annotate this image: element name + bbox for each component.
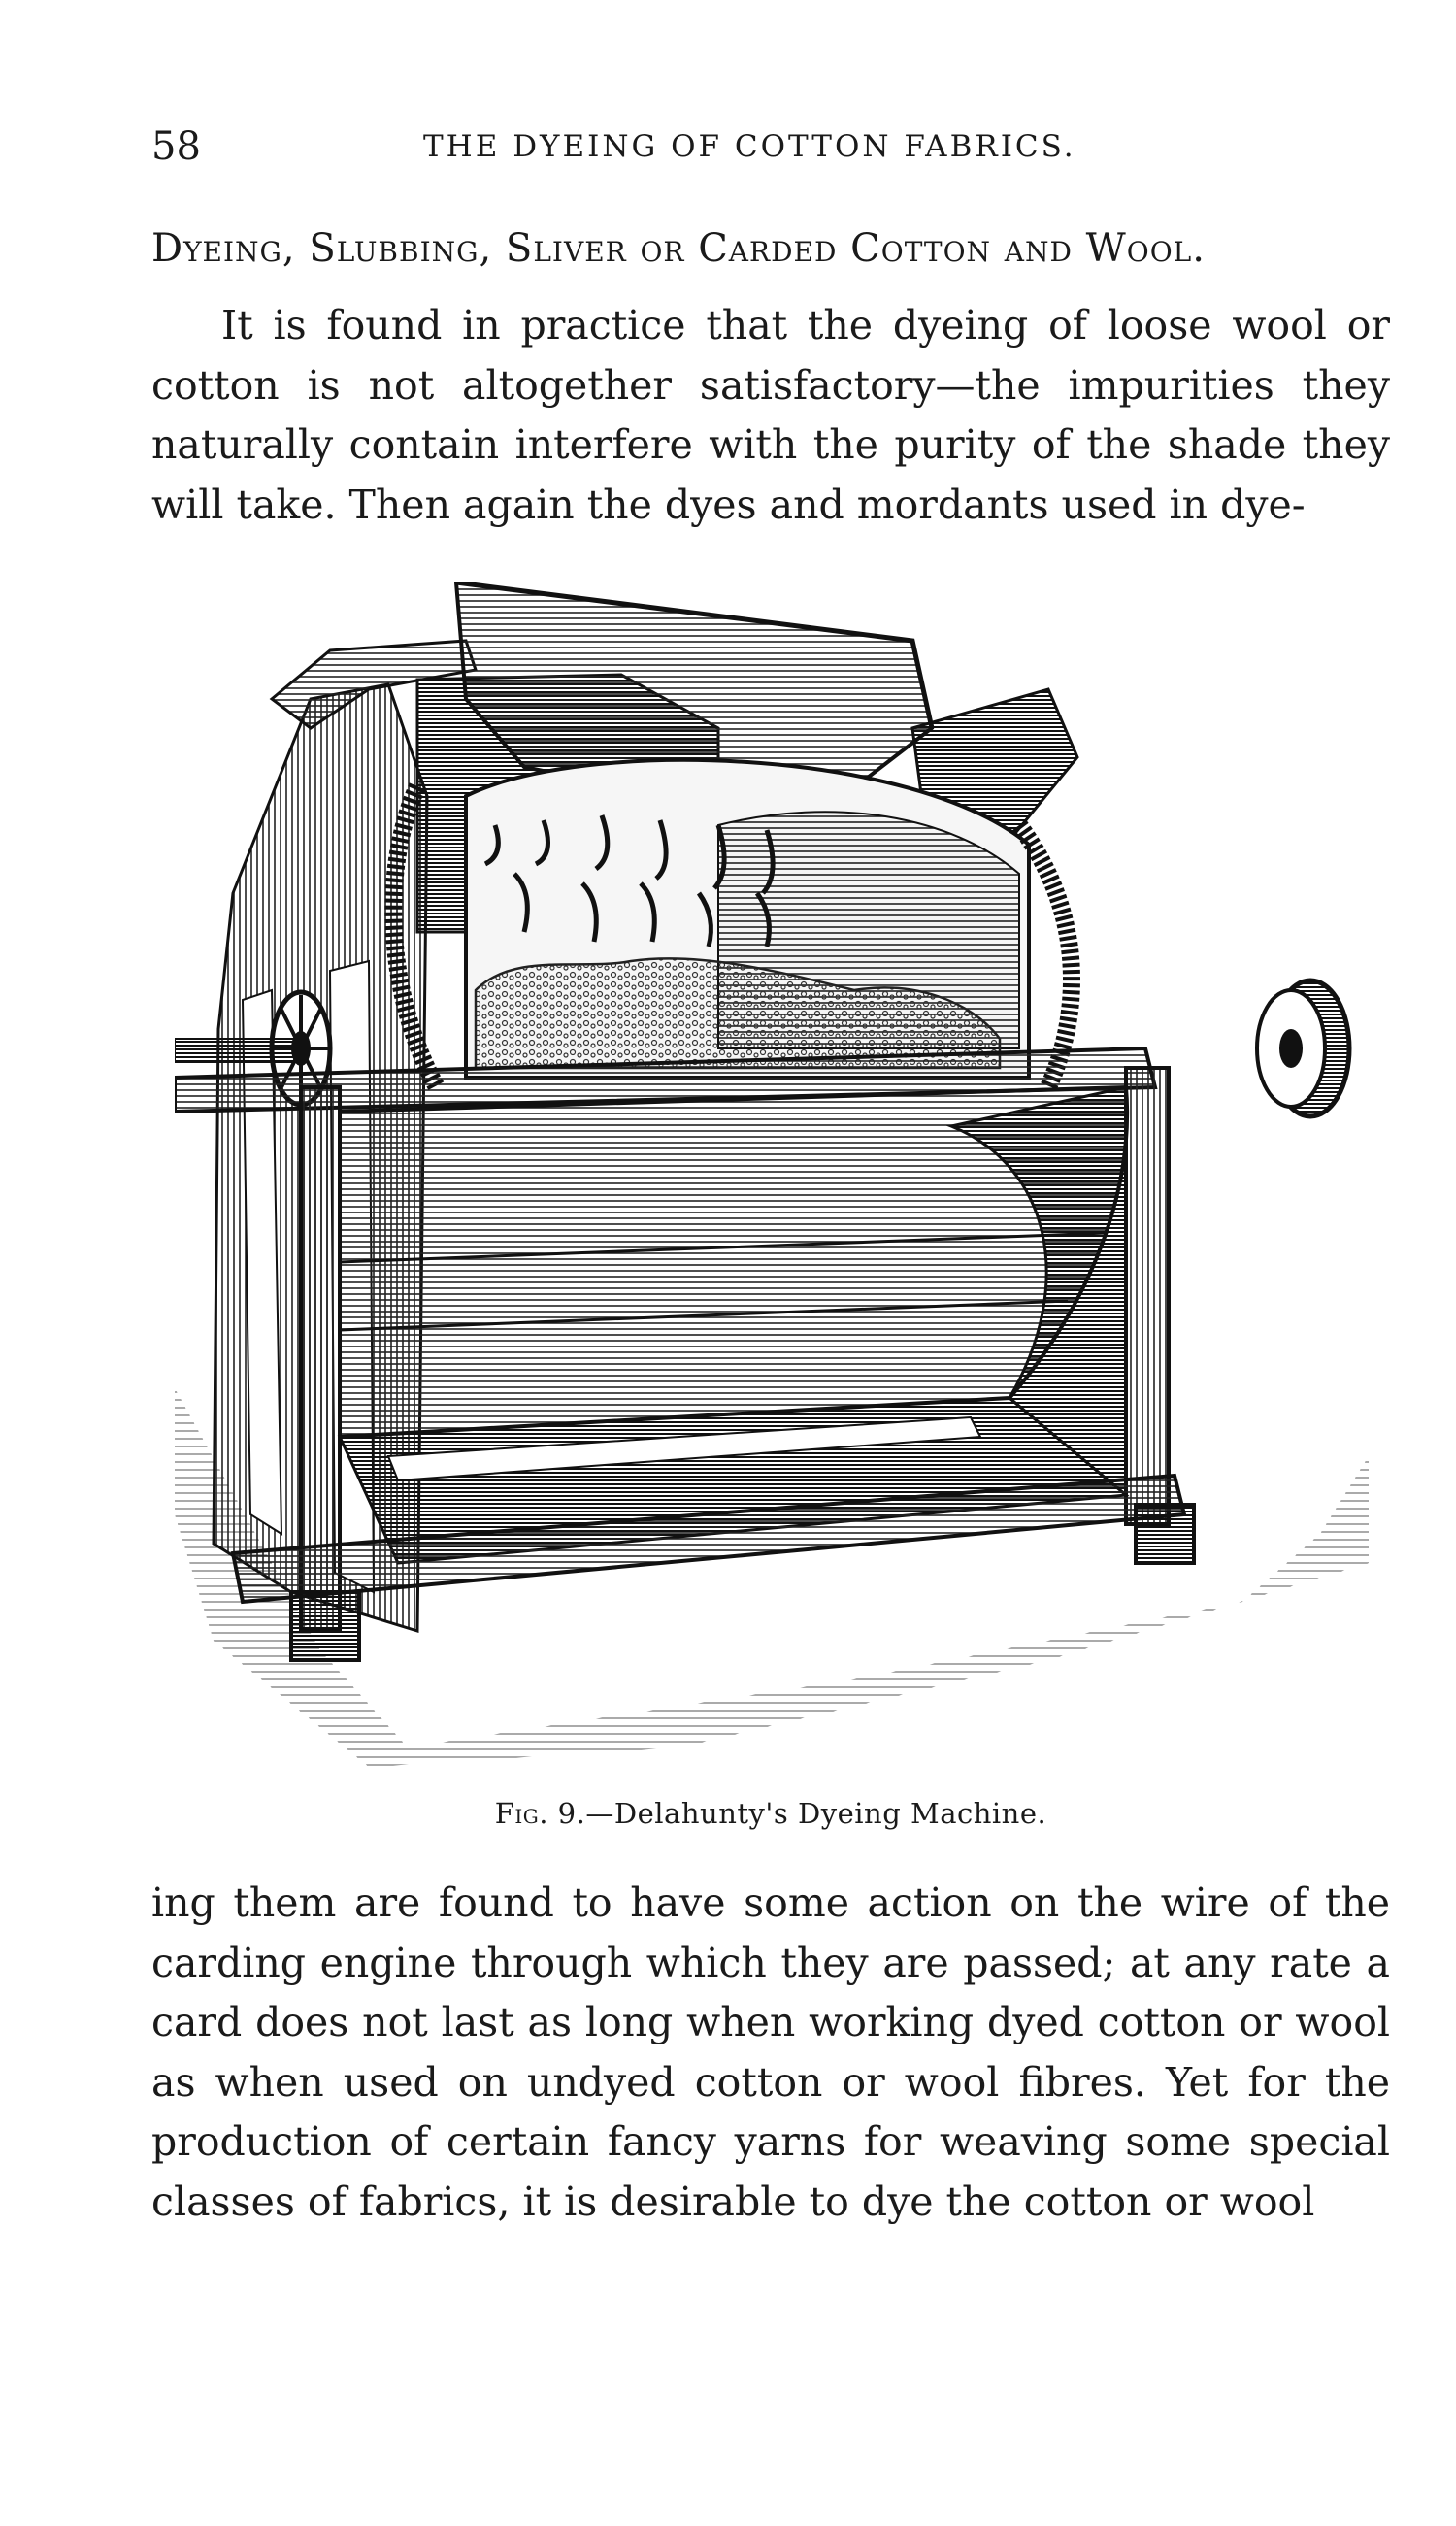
figure-caption-text: —Delahunty's Dyeing Machine. (585, 1797, 1047, 1830)
section-heading: Dyeing, Slubbing, Sliver or Carded Cotton and Wool. (151, 226, 1206, 271)
front-right-post (1126, 1068, 1169, 1524)
figure-label: Fig. 9. (494, 1797, 586, 1830)
page-number: 58 (151, 124, 201, 169)
body-paragraph-top: It is found in practice that the dyeing of loose wool or cotton is not altogether satisfactory—the impurities they naturally contain interfere with the purity of the shade they will take. Then again the dyes and mordants used in dye- (151, 302, 1390, 528)
dyeing-machine-engraving (175, 582, 1369, 1767)
running-head (151, 122, 1390, 171)
figure-caption (151, 1794, 1390, 1833)
body-paragraph-bottom: ing them are found to have some action on the wire of the carding engine through which they are passed; at any rate a card does not last as long when working dyed cotton or wool as when used on undyed cotton or wool fibres. Yet for the production of certain fancy yarns for weaving some special classes of fabrics, it is desirable to dye the cotton or wool (151, 1879, 1390, 2225)
right-pulley (1257, 980, 1349, 1116)
running-title: THE DYEING OF COTTON FABRICS. (423, 129, 1076, 164)
dyeing-machine-illustration (175, 582, 1369, 1767)
